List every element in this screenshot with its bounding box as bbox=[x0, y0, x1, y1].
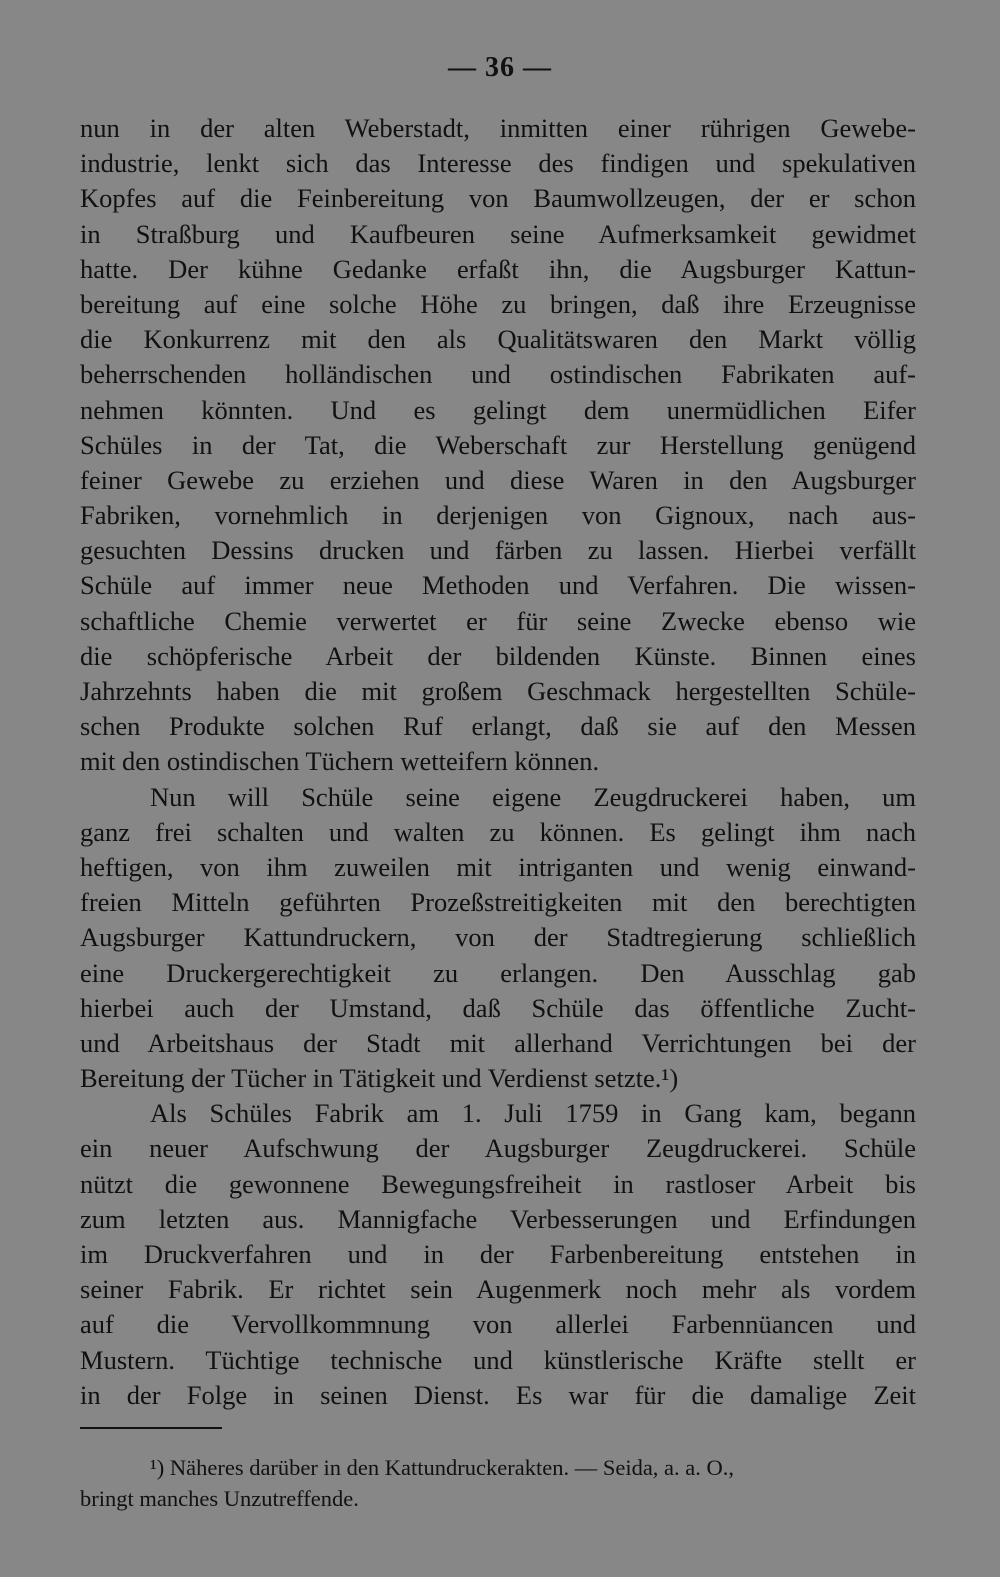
text-line: Als Schüles Fabrik am 1. Juli 1759 in Gang kam, begann bbox=[150, 1098, 916, 1129]
text-line: feiner Gewebe zu erziehen und diese Waren in den Augsburger bbox=[80, 464, 916, 495]
text-line: ganz frei schalten und walten zu können. Es gelingt ihm nach bbox=[80, 816, 916, 847]
text-line: nehmen könnten. Und es gelingt dem unermüdlichen Eifer bbox=[80, 394, 916, 425]
text-line: Jahrzehnts haben die mit großem Geschmack hergestellten Schüle- bbox=[80, 676, 916, 706]
text-line: schaftliche Chemie verwertet er für seine Zwecke ebenso wie bbox=[80, 605, 916, 636]
text-line: die Konkurrenz mit den als Qualitätswaren den Markt völlig bbox=[80, 324, 916, 355]
text-line: seiner Fabrik. Er richtet sein Augenmerk noch mehr als vordem bbox=[80, 1274, 916, 1305]
text-line: freien Mitteln geführten Prozeßstreitigkeiten mit den berechtigten bbox=[80, 887, 916, 918]
paragraph-3 bbox=[80, 1096, 916, 1413]
text-line: heftigen, von ihm zuweilen mit intriganten und wenig einwand- bbox=[80, 851, 916, 882]
text-line: Augsburger Kattundruckern, von der Stadtregierung schließlich bbox=[80, 922, 916, 953]
text-line: im Druckverfahren und in der Farbenbereitung entstehen in bbox=[80, 1239, 916, 1269]
text-line: beherrschenden holländischen und ostindischen Fabrikaten auf- bbox=[80, 359, 916, 390]
text-line: auf die Vervollkommnung von allerlei Farbennüancen und bbox=[80, 1309, 916, 1340]
text-line: Fabriken, vornehmlich in derjenigen von Gignoux, nach aus- bbox=[80, 500, 916, 531]
text-line: Kopfes auf die Feinbereitung von Baumwollzeugen, der er schon bbox=[80, 183, 916, 214]
text-line: Nun will Schüle seine eigene Zeugdruckerei haben, um bbox=[150, 781, 916, 812]
footnote-line: bringt manches Unzutreffende. bbox=[80, 1486, 359, 1511]
text-line: hierbei auch der Umstand, daß Schüle das öffentliche Zucht- bbox=[80, 992, 916, 1023]
page-number: — 36 — bbox=[448, 52, 552, 83]
text-line: in der Folge in seinen Dienst. Es war für die damalige Zeit bbox=[80, 1379, 916, 1410]
text-line: Schüles in der Tat, die Weberschaft zur Herstellung genügend bbox=[80, 429, 916, 460]
text-line: schen Produkte solchen Ruf erlangt, daß sie auf den Messen bbox=[80, 711, 916, 742]
paragraph-1 bbox=[80, 111, 916, 780]
footnote-divider bbox=[80, 1427, 222, 1429]
text-line: gesuchten Dessins drucken und färben zu lassen. Hierbei verfällt bbox=[80, 535, 916, 566]
text-line: industrie, lenkt sich das Interesse des findigen und spekulativen bbox=[80, 148, 916, 179]
text-line: und Arbeitshaus der Stadt mit allerhand Verrichtungen bei der bbox=[80, 1027, 916, 1058]
text-line: eine Druckergerechtigkeit zu erlangen. Den Ausschlag gab bbox=[80, 957, 916, 988]
text-line: nützt die gewonnene Bewegungsfreiheit in rastloser Arbeit bis bbox=[80, 1168, 916, 1199]
text-line: bereitung auf eine solche Höhe zu bringen, daß ihre Erzeugnisse bbox=[80, 288, 916, 319]
body-text bbox=[80, 111, 916, 1413]
text-line: mit den ostindischen Tüchern wetteifern können. bbox=[80, 746, 600, 777]
text-line: Bereitung der Tücher in Tätigkeit und Verdienst setzte.¹) bbox=[80, 1063, 679, 1094]
text-line: zum letzten aus. Mannigfache Verbesserungen und Erfindungen bbox=[80, 1203, 916, 1234]
text-line: hatte. Der kühne Gedanke erfaßt ihn, die Augsburger Kattun- bbox=[80, 253, 916, 284]
footnote bbox=[80, 1452, 916, 1514]
text-line: in Straßburg und Kaufbeuren seine Aufmerksamkeit gewidmet bbox=[80, 218, 916, 249]
text-line: die schöpferische Arbeit der bildenden Künste. Binnen eines bbox=[80, 640, 916, 671]
text-line: nun in der alten Weberstadt, inmitten einer rührigen Gewebe- bbox=[80, 113, 916, 143]
paragraph-2 bbox=[80, 780, 916, 1097]
footnote-line: ¹) Näheres darüber in den Kattundruckerakten. — Seida, a. a. O., bbox=[150, 1455, 735, 1480]
text-line: Schüle auf immer neue Methoden und Verfahren. Die wissen- bbox=[80, 570, 916, 601]
text-line: ein neuer Aufschwung der Augsburger Zeugdruckerei. Schüle bbox=[80, 1133, 916, 1164]
text-line: Mustern. Tüchtige technische und künstlerische Kräfte stellt er bbox=[80, 1344, 916, 1375]
